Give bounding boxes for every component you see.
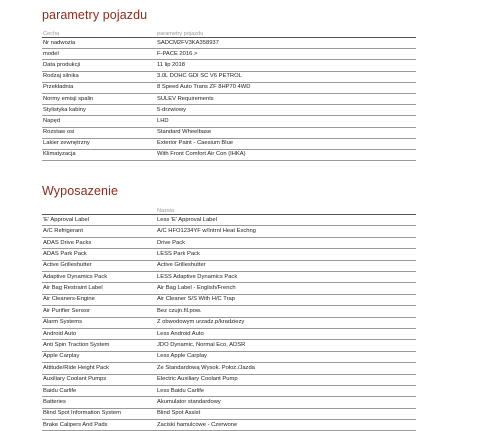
table-row <box>42 215 416 226</box>
table-row <box>42 374 416 385</box>
row-label: Air Bag Restraint Label <box>42 283 156 294</box>
row-label: Apple Carplay <box>42 351 156 362</box>
row-value: Air Bag Label - English/French <box>156 283 416 294</box>
row-label: Klimatyzacja <box>42 149 156 160</box>
row-label: Rozstaw osi <box>42 127 156 138</box>
table-row <box>42 249 416 260</box>
table-row <box>42 38 416 49</box>
row-value: Ze Standardową Wysok. Położ./Jazda <box>156 363 416 374</box>
row-label: model <box>42 49 156 60</box>
equipment-table <box>42 204 416 431</box>
row-label: Blind Spot Information System <box>42 408 156 419</box>
row-value: Bez czujn.fil.pow. <box>156 306 416 317</box>
row-label: Android Auto <box>42 328 156 339</box>
table-row <box>42 116 416 127</box>
row-label: A/C Refrigerant <box>42 226 156 237</box>
row-value: Blind Spot Assist <box>156 408 416 419</box>
row-label: 'E' Approval Label <box>42 215 156 226</box>
row-value: Zaciski hamulcowe - Czerwone <box>156 420 416 431</box>
row-label: Baidu Carlife <box>42 385 156 396</box>
table-row <box>42 105 416 116</box>
table-row <box>42 283 416 294</box>
row-label: Data produkcji <box>42 60 156 71</box>
table-row <box>42 420 416 431</box>
row-label: Air Purifier Sensor <box>42 306 156 317</box>
row-value: Exterior Paint - Caesium Blue <box>156 138 416 149</box>
row-value: A/C HFO1234YF w/Intrnl Heat Exchng <box>156 226 416 237</box>
row-label: Rodzaj silnika <box>42 71 156 82</box>
row-label: Nr nadwozia <box>42 38 156 49</box>
table-row <box>42 340 416 351</box>
table-row <box>42 71 416 82</box>
row-label: Normy emisji spalin <box>42 93 156 104</box>
row-label: Active Grilleshutter <box>42 260 156 271</box>
row-value: LESS Adaptive Dynamics Pack <box>156 272 416 283</box>
row-label: Adaptive Dynamics Pack <box>42 272 156 283</box>
table-row <box>42 317 416 328</box>
column-header-feature: Cecha <box>42 27 156 38</box>
row-value: Air Cleaner S/S With H/C Trap <box>156 294 416 305</box>
row-value: 3.0L DOHC GDI SC V6 PETROL <box>156 71 416 82</box>
table-row <box>42 272 416 283</box>
row-label: Air Cleaners-Engine <box>42 294 156 305</box>
table-row <box>42 237 416 248</box>
row-label: Lakier zewnętrzny <box>42 138 156 149</box>
row-value: Less 'E' Approval Label <box>156 215 416 226</box>
table-header-row <box>42 204 416 215</box>
row-label: Batteries <box>42 397 156 408</box>
row-value: F-PACE 2016 > <box>156 49 416 60</box>
row-label: Anti Spin Traction System <box>42 340 156 351</box>
row-value: SULEV Requirements <box>156 93 416 104</box>
table-row <box>42 93 416 104</box>
row-label: Attitude/Ride Height Pack <box>42 363 156 374</box>
row-label: Stylistyka kabiny <box>42 105 156 116</box>
row-value: Akumulator standardowy <box>156 397 416 408</box>
row-value: LHD <box>156 116 416 127</box>
vehicle-parameters-table <box>42 27 416 161</box>
table-row <box>42 351 416 362</box>
section-title-equipment: Wyposazenie <box>42 184 119 199</box>
column-header-empty <box>42 204 156 215</box>
table-row <box>42 82 416 93</box>
table-row <box>42 294 416 305</box>
row-label: Przekładnia <box>42 82 156 93</box>
row-value: 8 Speed Auto Trans ZF 8HP70 4WD <box>156 82 416 93</box>
table-row <box>42 226 416 237</box>
row-value: Z obwodowym urzadz.p/kradziezy <box>156 317 416 328</box>
table-row <box>42 397 416 408</box>
row-value: Active Grilleshutter <box>156 260 416 271</box>
table-row <box>42 408 416 419</box>
table-row <box>42 385 416 396</box>
row-label: ADAS Park Pack <box>42 249 156 260</box>
table-row <box>42 149 416 160</box>
table-row <box>42 49 416 60</box>
table-row <box>42 328 416 339</box>
row-value: Drive Pack <box>156 237 416 248</box>
row-value: LESS Park Pack <box>156 249 416 260</box>
table-row <box>42 138 416 149</box>
row-value: Less Baidu Carlife <box>156 385 416 396</box>
row-label: Napęd <box>42 116 156 127</box>
row-value: Electric Auxiliary Coolant Pump <box>156 374 416 385</box>
section-title-vehicle-parameters: parametry pojazdu <box>42 8 148 22</box>
row-label: Alarm Systems <box>42 317 156 328</box>
table-row <box>42 60 416 71</box>
table-row <box>42 363 416 374</box>
row-label: ADAS Drive Packs <box>42 237 156 248</box>
column-header-name: Nazwa <box>156 204 416 215</box>
row-label: Brake Calipers And Pads <box>42 420 156 431</box>
row-value: Less Android Auto <box>156 328 416 339</box>
row-label: Auxiliary Coolant Pumps <box>42 374 156 385</box>
row-value: 5-drzwiowy <box>156 105 416 116</box>
table-row <box>42 306 416 317</box>
column-header-value: parametry pojazdu <box>156 27 416 38</box>
row-value: 11 lip 2018 <box>156 60 416 71</box>
row-value: Less Apple Carplay <box>156 351 416 362</box>
row-value: JDO Dynamic, Normal Eco, ADSR <box>156 340 416 351</box>
row-value: With Front Comfort Air Con (IHKA) <box>156 149 416 160</box>
row-value: SADCM2FV3KA358937 <box>156 38 416 49</box>
table-header-row <box>42 27 416 38</box>
table-row <box>42 260 416 271</box>
table-row <box>42 127 416 138</box>
row-value: Standard Wheelbase <box>156 127 416 138</box>
